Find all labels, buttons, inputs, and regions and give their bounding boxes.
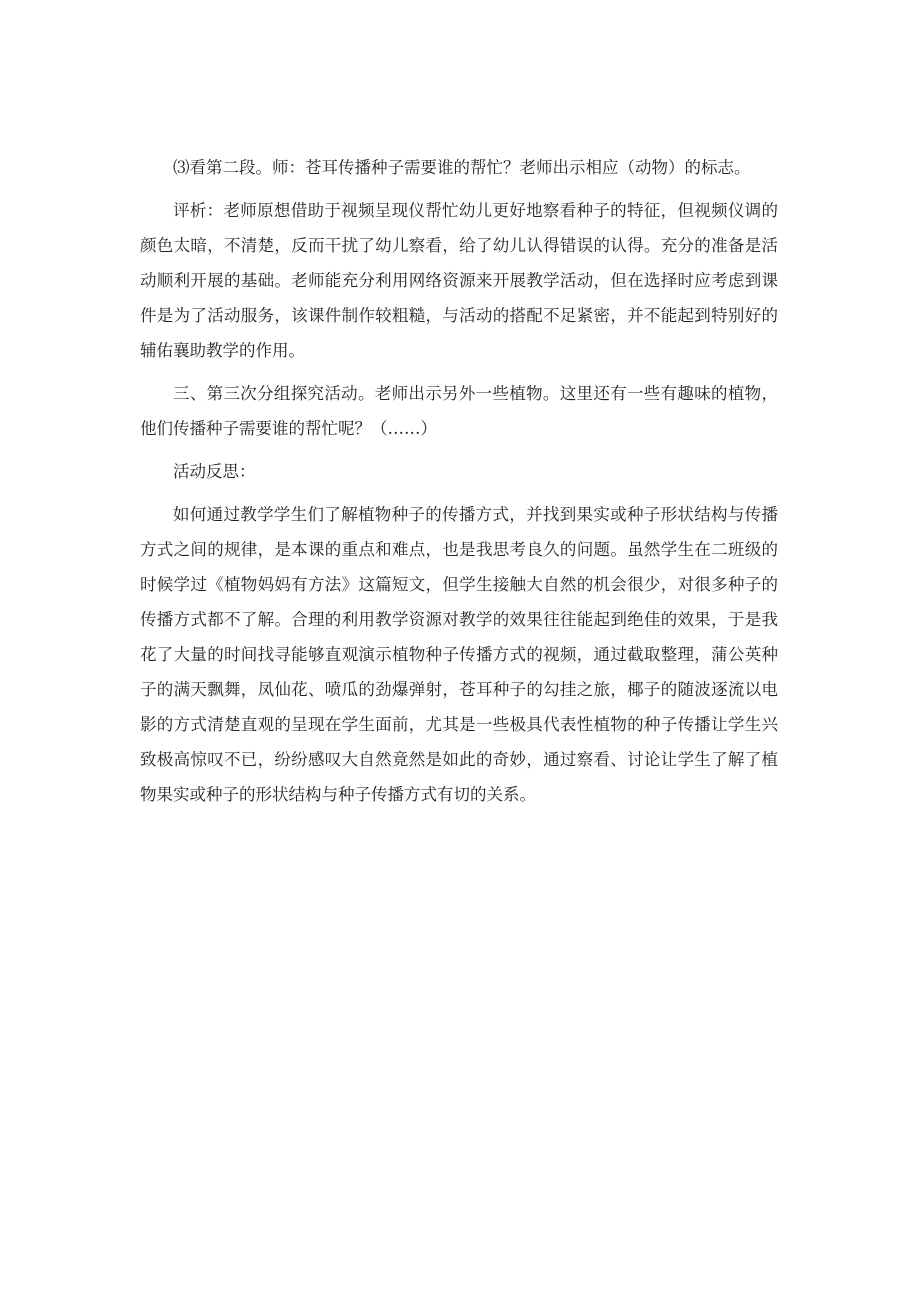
paragraph-step-3: ⑶看第二段。师：苍耳传播种子需要谁的帮忙？老师出示相应（动物）的标志。 bbox=[173, 158, 751, 177]
document-body bbox=[140, 150, 778, 820]
paragraph-reflection-body: 如何通过教学学生们了解植物种子的传播方式，并找到果实或种子形状结构与传播方式之间的规律，是本课的重点和难点，也是我思考良久的问题。虽然学生在二班级的时候学过《植物妈妈有方法》这篇短文，但学生接触大自然的机会很少，对很多种子的传播方式都不了解。合理的利用教学资源对教学的效果往往能起到绝佳的效果，于是我花了大量的时间找寻能够直观演示植物种子传播方式的视频，通过截取整理，蒲公英种子的满天飘舞，凤仙花、喷瓜的劲爆弹射，苍耳种子的勾挂之旅，椰子的随波逐流以电影的方式清楚直观的呈现在学生面前，尤其是一些极具代表性植物的种子传播让学生兴致极高惊叹不已，纷纷感叹大自然竟然是如此的奇妙，通过察看、讨论让学生了解了植物果实或种子的形状结构与种子传播方式有切的关系。 bbox=[140, 505, 778, 804]
paragraph-section-3: 三、第三次分组探究活动。老师出示另外一些植物。这里还有一些有趣味的植物，他们传播种子需要谁的帮忙呢？（……） bbox=[140, 384, 778, 438]
paragraph-analysis: 评析：老师原想借助于视频呈现仪帮忙幼儿更好地察看种子的特征，但视频仪调的颜色太暗，不清楚，反而干扰了幼儿察看，给了幼儿认得错误的认得。充分的准备是活动顺利开展的基础。老师能充分利用网络资源来开展教学活动，但在选择时应考虑到课件是为了活动服务，该课件制作较粗糙，与活动的搭配不足紧密，并不能起到特别好的辅佑襄助教学的作用。 bbox=[140, 201, 778, 360]
paragraph-reflection-heading: 活动反思： bbox=[173, 462, 256, 481]
